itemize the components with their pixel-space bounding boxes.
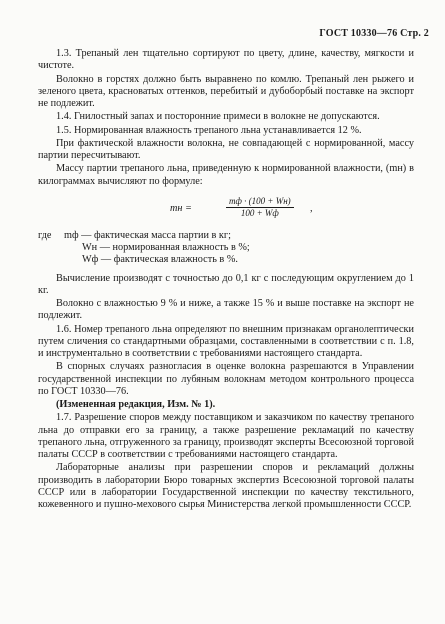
paragraph-fiber-handful: Волокно в горстях должно быть выравнено по комлю. Трепаный лен рыжего и зеленого цвета, красноватых оттенков, перебитый и дубоборбый поставке на экспорт не подлежит.: [38, 73, 414, 109]
legend-row-mf: [38, 230, 414, 242]
paragraph-1-7: 1.7. Разрешение споров между поставщиком и заказчиком по качеству трепаного льна до отправки его за границу, а также разрешение рекламаций по качеству трепаного льна, отгруженного за границу, производят эксперты Всесоюзной торговой палаты СССР в соответствии с требованиями настоящего стандарта.: [38, 412, 414, 460]
page-header: ГОСТ 10330—76 Стр. 2: [319, 28, 429, 39]
formula-lhs: mн =: [170, 202, 192, 214]
formula-legend: [38, 230, 414, 267]
legend-row-wn: [38, 242, 414, 254]
paragraph-lab-analysis: Лабораторные анализы при разрешении споров и рекламаций должны производить в лаборатории Бюро товарных экспертиз Всесоюзной торговой палаты СССР или в лаборатории Государственной инспекции по качеству текстильного, кожевенного и пушно-мехового сырья Министерства легкой промышленности СССР.: [38, 462, 414, 510]
paragraph-disputes: В спорных случаях разногласия в оценке волокна разрешаются в Управлении государственной инспекции по лубяным волокнам методом контрольного процесса по ГОСТ 10330—76.: [38, 361, 414, 397]
paragraph-1-5: 1.5. Нормированная влажность трепаного льна устанавливается 12 %.: [56, 124, 362, 136]
paragraph-moisture-limits: Волокно с влажностью 9 % и ниже, а также 15 % и выше поставке на экспорт не подлежит.: [38, 298, 414, 322]
paragraph-actual-moisture: При фактической влажности волокна, не совпадающей с нормированной, массу партии пересчитывают.: [38, 137, 414, 161]
mass-formula: [38, 196, 414, 220]
paragraph-calculation-precision: Вычисление производят с точностью до 0,1 кг с последующим округлением до 1 кг.: [38, 272, 414, 296]
legend-where: где: [38, 229, 52, 241]
legend-wf: Wф — фактическая влажность в %.: [82, 254, 238, 266]
formula-end: ,: [310, 202, 313, 214]
formula-fraction: [226, 196, 294, 219]
formula-denominator: 100 + Wф: [240, 207, 279, 218]
legend-mf: mф — фактическая масса партии в кг;: [64, 229, 231, 241]
legend-row-wf: [38, 254, 414, 266]
paragraph-amendment: (Измененная редакция, Изм. № 1).: [56, 399, 216, 410]
paragraph-1-6: 1.6. Номер трепаного льна определяют по внешним признакам органолептически путем сличения со стандартными образцами, составленными в соответствии с п. 1.8, и инструментально в соответствии с требованиями настоящего стандарта.: [38, 323, 414, 359]
paragraph-1-3: 1.3. Трепаный лен тщательно сортируют по цвету, длине, качеству, мягкости и чистоте.: [38, 48, 414, 72]
document-body: [38, 48, 414, 511]
formula-numerator: mф · (100 + Wн): [226, 196, 294, 208]
legend-wn: Wн — нормированная влажность в %;: [82, 242, 250, 253]
paragraph-1-4: 1.4. Гнилостный запах и посторонние примеси в волокне не допускаются.: [56, 111, 380, 123]
paragraph-mass-formula-intro: Массу партии трепаного льна, приведенную к нормированной влажности, (mн) в килограммах вычисляют по формуле:: [38, 163, 414, 187]
